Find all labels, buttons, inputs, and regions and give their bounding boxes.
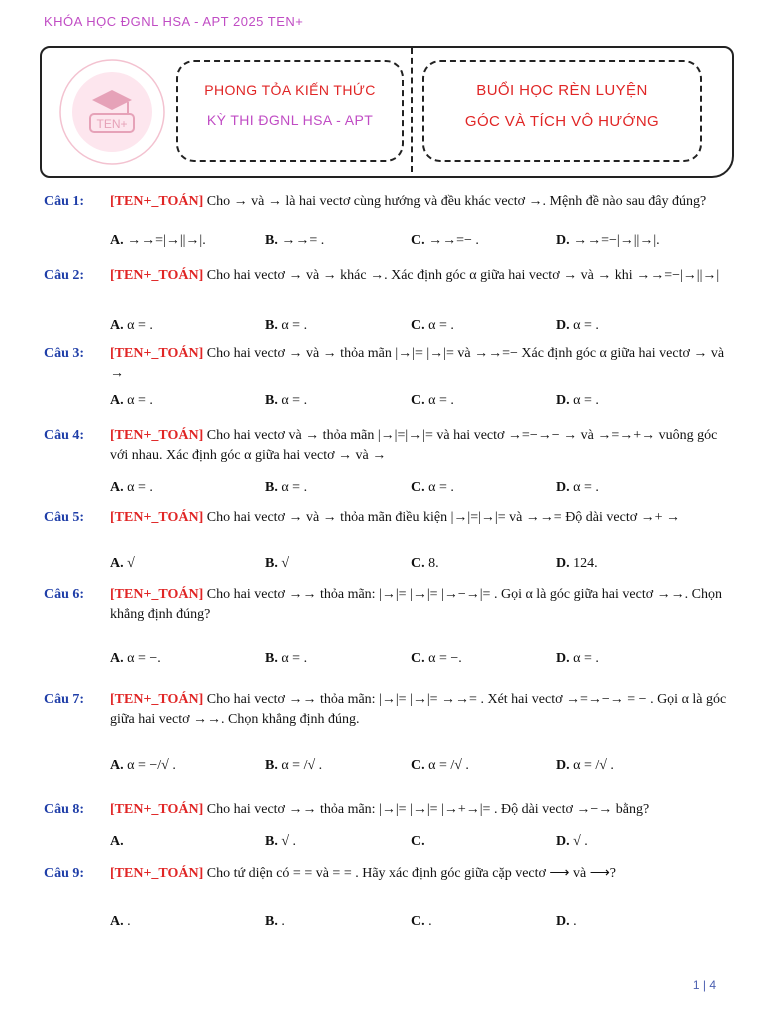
question-tag: [TEN+_TOÁN]	[110, 194, 204, 209]
question-tag: [TEN+_TOÁN]	[110, 346, 204, 361]
option-b[interactable]: B. α = .	[265, 393, 308, 408]
option-b[interactable]: B. α = .	[265, 651, 308, 666]
option-d[interactable]: D. α = /√ .	[556, 758, 614, 773]
option-b[interactable]: B. α = .	[265, 480, 308, 495]
option-a[interactable]: A. α = −.	[110, 651, 161, 666]
page-number: 1 | 4	[692, 978, 716, 992]
option-d[interactable]: D. α = .	[556, 651, 599, 666]
option-b[interactable]: B. →→= .	[265, 233, 325, 248]
option-a[interactable]: A. .	[110, 914, 131, 929]
question-9	[44, 864, 734, 934]
option-c[interactable]: C. α = /√ .	[411, 758, 469, 773]
right-banner-box	[422, 60, 702, 162]
question-4	[44, 426, 734, 496]
question-number: Câu 7:	[44, 692, 85, 707]
option-a[interactable]: A.	[110, 834, 124, 849]
question-body: Cho hai vectơ →→ thỏa mãn: |→|= |→|= |→+→|= . Độ dài vectơ →−→ bằng?	[203, 802, 650, 817]
question-body: Cho hai vectơ →→ thỏa mãn: |→|= |→|= →→= . Xét hai vectơ →=→−→ = − . Gọi α là góc giữa hai vectơ →→. Chọn khẳng định đúng.	[110, 692, 727, 727]
question-body: Cho hai vectơ →→ thỏa mãn: |→|= |→|= |→−→|= . Gọi α là góc giữa hai vectơ →→. Chọn khẳng định đúng?	[110, 587, 722, 622]
option-c[interactable]: C. α = .	[411, 393, 454, 408]
option-d[interactable]: D. 124.	[556, 556, 598, 571]
question-text	[110, 864, 734, 884]
option-a[interactable]: A. α = .	[110, 480, 153, 495]
question-number: Câu 8:	[44, 802, 85, 817]
question-6	[44, 585, 734, 671]
option-c[interactable]: C. .	[411, 914, 432, 929]
option-b[interactable]: B. √	[265, 556, 290, 571]
option-c[interactable]: C. 8.	[411, 556, 439, 571]
option-c[interactable]: C. α = −.	[411, 651, 462, 666]
question-3	[44, 344, 734, 408]
question-body: Cho hai vectơ và → thỏa mãn |→|=|→|= và hai vectơ →=−→− → và →=→+→ vuông góc với nhau. Xác định góc α giữa hai vectơ → và →	[110, 428, 718, 463]
course-title: KHÓA HỌC ĐGNL HSA - APT 2025 TEN+	[44, 14, 304, 29]
question-body: Cho → và → là hai vectơ cùng hướng và đều khác vectơ →. Mệnh đề nào sau đây đúng?	[203, 194, 707, 209]
question-number: Câu 9:	[44, 866, 85, 881]
question-number: Câu 3:	[44, 346, 85, 361]
option-c[interactable]: C.	[411, 834, 425, 849]
question-text	[110, 344, 734, 384]
option-d[interactable]: D. α = .	[556, 393, 599, 408]
question-tag: [TEN+_TOÁN]	[110, 866, 204, 881]
banner-divider	[411, 48, 413, 172]
question-body: Cho hai vectơ → và → thỏa mãn điều kiện |→|=|→|= và →→= Độ dài vectơ →+ →	[203, 510, 681, 525]
ten-plus-logo	[56, 56, 168, 168]
option-b[interactable]: B. .	[265, 914, 285, 929]
option-b[interactable]: B. α = .	[265, 318, 308, 333]
option-d[interactable]: D. .	[556, 914, 577, 929]
question-text	[110, 266, 734, 286]
question-tag: [TEN+_TOÁN]	[110, 802, 204, 817]
question-text	[110, 426, 734, 466]
left-banner-line-1: PHONG TỎA KIẾN THỨC	[204, 82, 376, 98]
question-text	[110, 192, 734, 212]
option-d[interactable]: D. √ .	[556, 834, 588, 849]
option-a[interactable]: A. √	[110, 556, 135, 571]
option-a[interactable]: A. →→=|→||→|.	[110, 233, 206, 248]
option-c[interactable]: C. →→=− .	[411, 233, 479, 248]
question-text	[110, 690, 734, 730]
option-a[interactable]: A. α = .	[110, 393, 153, 408]
question-1	[44, 192, 734, 248]
question-number: Câu 5:	[44, 510, 85, 525]
question-8	[44, 800, 734, 852]
right-banner-line-2: GÓC VÀ TÍCH VÔ HƯỚNG	[464, 113, 660, 130]
question-tag: [TEN+_TOÁN]	[110, 268, 204, 283]
option-a[interactable]: A. α = .	[110, 318, 153, 333]
question-tag: [TEN+_TOÁN]	[110, 587, 204, 602]
logo-text: TEN+	[96, 117, 128, 131]
question-number: Câu 6:	[44, 587, 85, 602]
option-a[interactable]: A. α = −/√ .	[110, 758, 176, 773]
option-d[interactable]: D. α = .	[556, 318, 599, 333]
question-text	[110, 585, 734, 625]
question-7	[44, 690, 734, 782]
question-number: Câu 1:	[44, 194, 85, 209]
question-body: Cho hai vectơ → và → thỏa mãn |→|= |→|= và →→=− Xác định góc α giữa hai vectơ → và →	[110, 346, 725, 381]
question-5	[44, 508, 734, 572]
question-tag: [TEN+_TOÁN]	[110, 692, 204, 707]
option-c[interactable]: C. α = .	[411, 480, 454, 495]
question-body: Cho tứ diện có = = và = = . Hãy xác định góc giữa cặp vectơ ⟶ và ⟶?	[203, 866, 616, 881]
option-c[interactable]: C. α = .	[411, 318, 454, 333]
right-banner-line-1: BUỔI HỌC RÈN LUYỆN	[476, 82, 648, 99]
question-number: Câu 2:	[44, 268, 85, 283]
question-tag: [TEN+_TOÁN]	[110, 510, 204, 525]
option-b[interactable]: B. √ .	[265, 834, 297, 849]
question-tag: [TEN+_TOÁN]	[110, 428, 204, 443]
option-d[interactable]: D. →→=−|→||→|.	[556, 233, 660, 248]
left-banner-line-2: KỲ THI ĐGNL HSA - APT	[206, 112, 374, 128]
question-text	[110, 800, 734, 820]
left-banner-box	[176, 60, 404, 162]
question-body: Cho hai vectơ → và → khác →. Xác định góc α giữa hai vectơ → và → khi →→=−|→||→|	[203, 268, 720, 283]
question-text	[110, 508, 734, 528]
option-d[interactable]: D. α = .	[556, 480, 599, 495]
question-2	[44, 266, 734, 338]
option-b[interactable]: B. α = /√ .	[265, 758, 323, 773]
header-banner	[40, 46, 734, 178]
question-number: Câu 4:	[44, 428, 85, 443]
